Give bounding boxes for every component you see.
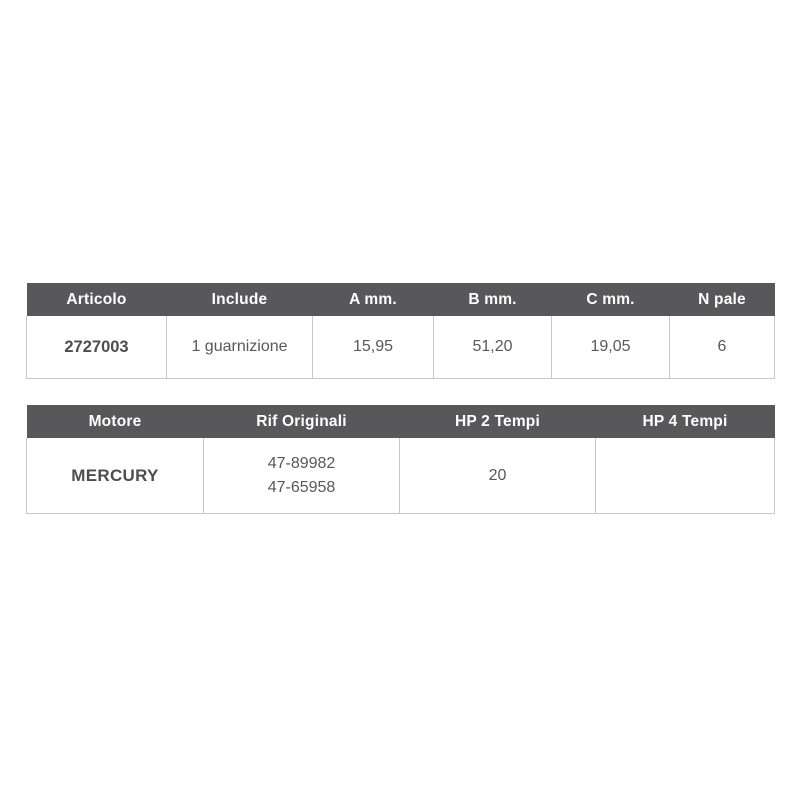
specs-header-b-mm: B mm. [434,283,552,316]
specs-header-row [27,283,775,316]
engine-compatibility-table [26,405,775,514]
engine-header-row [27,405,775,438]
specs-header-c-mm: C mm. [552,283,670,316]
engine-cell-hp-4-tempi [596,438,775,514]
specs-cell-n-pale: 6 [670,316,775,379]
reference-list [204,452,399,498]
engine-cell-hp-2-tempi: 20 [400,438,596,514]
engine-header-hp-2-tempi: HP 2 Tempi [400,405,596,438]
specs-header-articolo: Articolo [27,283,167,316]
specs-header-a-mm: A mm. [313,283,434,316]
specs-cell-b-mm: 51,20 [434,316,552,379]
specs-header-n-pale: N pale [670,283,775,316]
specs-cell-a-mm: 15,95 [313,316,434,379]
specs-table-header [27,283,775,316]
specs-table-body [27,316,775,379]
reference-item: 47-65958 [267,478,336,496]
specs-cell-c-mm: 19,05 [552,316,670,379]
specs-cell-articolo: 2727003 [27,316,167,379]
product-specs-table [26,283,775,379]
table-row [27,316,775,379]
engine-header-rif-originali: Rif Originali [204,405,400,438]
engine-cell-motore: MERCURY [27,438,204,514]
engine-header-hp-4-tempi: HP 4 Tempi [596,405,775,438]
specs-cell-include: 1 guarnizione [167,316,313,379]
specs-header-include: Include [167,283,313,316]
table-row [27,438,775,514]
engine-header-motore: Motore [27,405,204,438]
engine-cell-rif-originali [204,438,400,514]
reference-item: 47-89982 [267,455,336,473]
engine-table-body [27,438,775,514]
engine-table-header [27,405,775,438]
